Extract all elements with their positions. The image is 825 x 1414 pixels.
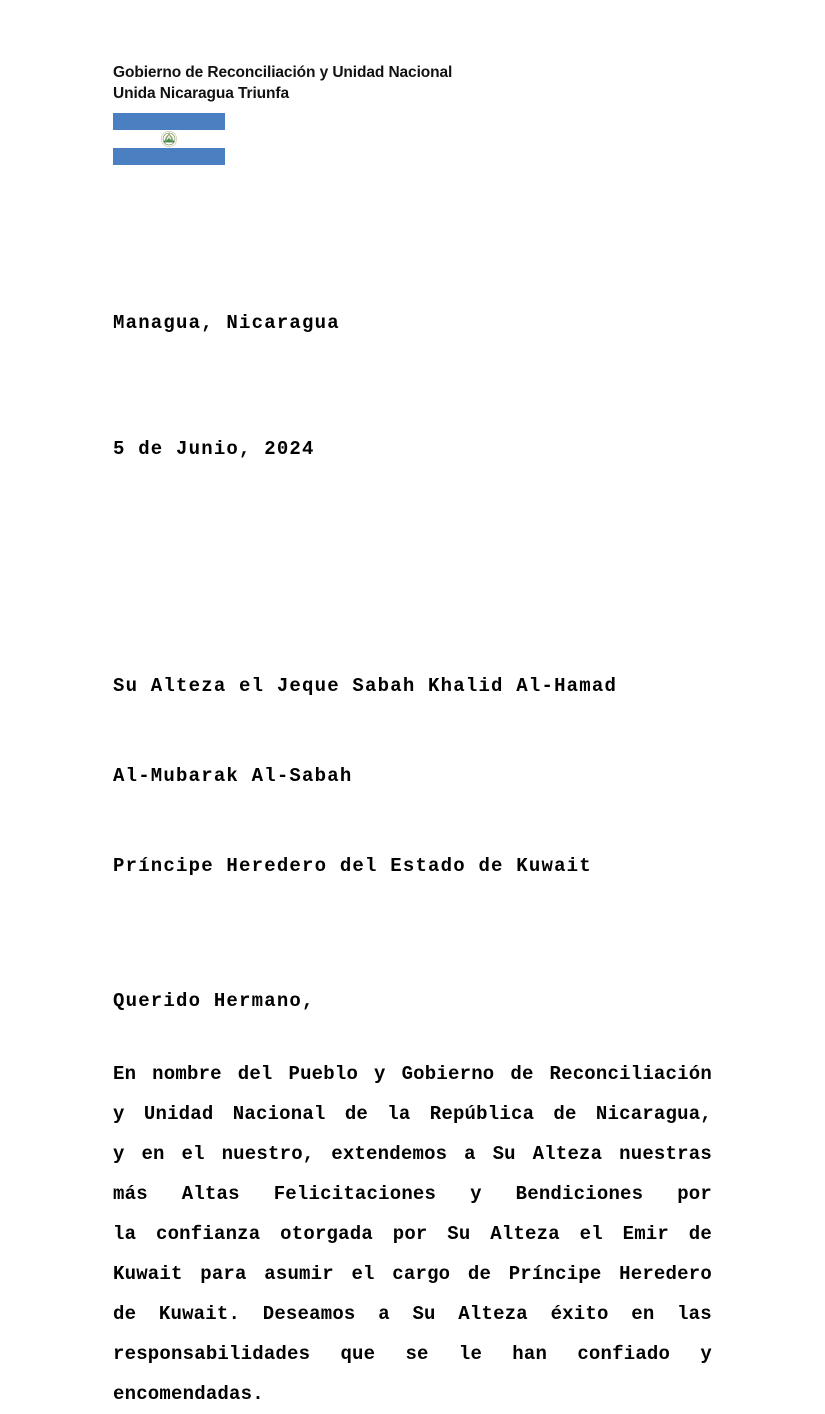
paragraph-word: en bbox=[631, 1303, 655, 1325]
dateline bbox=[113, 218, 712, 554]
coat-of-arms-icon bbox=[161, 130, 178, 147]
letterhead-line-1: Gobierno de Reconciliación y Unidad Nacional bbox=[113, 64, 453, 81]
paragraph-word: éxito bbox=[550, 1303, 609, 1325]
paragraph-word: Deseamos bbox=[262, 1303, 356, 1325]
paragraph-word: Príncipe bbox=[508, 1263, 602, 1285]
paragraph-word: por bbox=[392, 1223, 428, 1245]
addressee-line-2: Al-Mubarak Al-Sabah bbox=[113, 765, 353, 787]
paragraph-line bbox=[113, 1094, 712, 1134]
paragraph-word: de bbox=[510, 1063, 534, 1085]
addressee-block bbox=[113, 611, 712, 941]
paragraph-word: Su bbox=[447, 1223, 471, 1245]
paragraph-word: para bbox=[200, 1263, 247, 1285]
paragraph-word: Heredero bbox=[619, 1263, 712, 1285]
paragraph-word: Su bbox=[412, 1303, 436, 1325]
paragraph-word: de bbox=[113, 1303, 137, 1325]
letter-body bbox=[113, 218, 712, 1414]
paragraph-word: de bbox=[553, 1103, 577, 1125]
paragraph-word: En bbox=[113, 1063, 137, 1085]
paragraph-word: han bbox=[512, 1343, 548, 1365]
paragraph-word: la bbox=[387, 1103, 411, 1125]
paragraph-word: Kuwait bbox=[113, 1263, 183, 1285]
paragraph-word: y bbox=[113, 1103, 125, 1125]
addressee-line-3: Príncipe Heredero del Estado de Kuwait bbox=[113, 855, 592, 877]
paragraph-word: asumir bbox=[264, 1263, 334, 1285]
paragraph-word: a bbox=[464, 1143, 476, 1165]
paragraph-word: las bbox=[677, 1303, 712, 1325]
paragraph-word: Kuwait. bbox=[158, 1303, 241, 1325]
paragraph-word: y bbox=[113, 1143, 125, 1165]
paragraph-word: nombre bbox=[152, 1063, 222, 1085]
addressee-line-1: Su Alteza el Jeque Sabah Khalid Al-Hamad bbox=[113, 675, 618, 697]
paragraph-word: de bbox=[467, 1263, 492, 1285]
paragraph-word: Gobierno bbox=[401, 1063, 495, 1085]
flag-band-top bbox=[113, 113, 225, 130]
paragraph-word: confiado bbox=[577, 1343, 671, 1365]
paragraph-word: otorgada bbox=[280, 1223, 373, 1245]
letterhead bbox=[113, 62, 733, 104]
paragraph-word: nuestro, bbox=[221, 1143, 315, 1165]
paragraph-word: responsabilidades bbox=[113, 1343, 311, 1365]
paragraph-line bbox=[113, 1334, 712, 1374]
letterhead-line-2: Unida Nicaragua Triunfa bbox=[113, 85, 289, 102]
paragraph-word: cargo bbox=[392, 1263, 451, 1285]
paragraph-line bbox=[113, 1294, 712, 1334]
paragraph-word: Emir bbox=[622, 1223, 670, 1245]
paragraph-word: y bbox=[470, 1183, 482, 1205]
letter-paragraph bbox=[113, 1054, 712, 1414]
paragraph-word: República bbox=[429, 1103, 535, 1125]
paragraph-word: el bbox=[579, 1223, 603, 1245]
paragraph-word: nuestras bbox=[619, 1143, 712, 1165]
paragraph-word: Unidad bbox=[143, 1103, 214, 1125]
paragraph-word: en bbox=[141, 1143, 165, 1165]
paragraph-word: Su bbox=[492, 1143, 516, 1165]
flag-band-bottom bbox=[113, 148, 225, 165]
paragraph-word: la bbox=[113, 1223, 137, 1245]
salutation: Querido Hermano, bbox=[113, 990, 315, 1012]
paragraph-word: le bbox=[458, 1343, 483, 1365]
paragraph-line: encomendadas. bbox=[113, 1383, 264, 1405]
paragraph-word: de bbox=[344, 1103, 369, 1125]
paragraph-line bbox=[113, 1134, 712, 1174]
place-line: Managua, Nicaragua bbox=[113, 312, 340, 334]
paragraph-word: y bbox=[374, 1063, 386, 1085]
paragraph-word: del bbox=[237, 1063, 273, 1085]
paragraph-word: Alteza bbox=[532, 1143, 603, 1165]
paragraph-word: Felicitaciones bbox=[273, 1183, 437, 1205]
paragraph-word: Alteza bbox=[458, 1303, 528, 1325]
date-line: 5 de Junio, 2024 bbox=[113, 438, 315, 460]
paragraph-word: más bbox=[113, 1183, 148, 1205]
paragraph-word: el bbox=[181, 1143, 205, 1165]
paragraph-line bbox=[113, 1214, 712, 1254]
paragraph-word: Pueblo bbox=[288, 1063, 359, 1085]
paragraph-word: a bbox=[378, 1303, 390, 1325]
paragraph-line bbox=[113, 1174, 712, 1214]
paragraph-word: Bendiciones bbox=[515, 1183, 644, 1205]
paragraph-word: que bbox=[340, 1343, 376, 1365]
paragraph-word: Nacional bbox=[232, 1103, 326, 1125]
nicaragua-flag-icon bbox=[113, 113, 225, 165]
paragraph-line bbox=[113, 1254, 712, 1294]
flag-band-middle bbox=[113, 130, 225, 147]
paragraph-word: extendemos bbox=[331, 1143, 448, 1165]
paragraph-word: Alteza bbox=[490, 1223, 560, 1245]
paragraph-word: se bbox=[405, 1343, 429, 1365]
paragraph-line bbox=[113, 1054, 712, 1094]
paragraph-word: por bbox=[677, 1183, 712, 1205]
paragraph-word: el bbox=[351, 1263, 375, 1285]
paragraph-word: Altas bbox=[181, 1183, 240, 1205]
paragraph-word: de bbox=[688, 1223, 712, 1245]
paragraph-word: y bbox=[700, 1343, 712, 1365]
paragraph-word: Reconciliación bbox=[549, 1063, 712, 1085]
paragraph-word: Nicaragua, bbox=[595, 1103, 712, 1125]
paragraph-word: confianza bbox=[155, 1223, 261, 1245]
